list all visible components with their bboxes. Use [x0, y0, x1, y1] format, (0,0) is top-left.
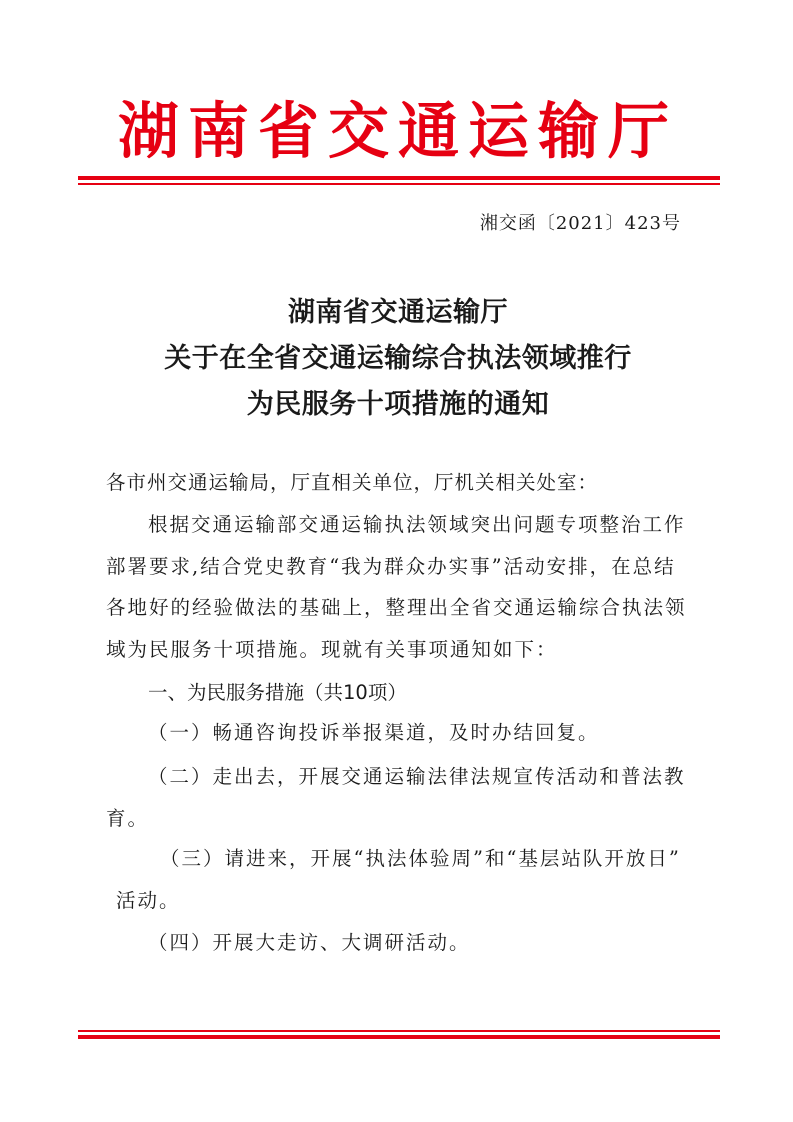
footer-divider-thin	[78, 1030, 720, 1032]
document-number: 湘交函〔2021〕423号	[479, 213, 681, 234]
masthead-divider-thick	[78, 176, 720, 180]
paragraph-line-1: 根据交通运输部交通运输执法领域突出问题专项整治工作	[148, 513, 686, 536]
measure-item-2-continued: 育。	[106, 807, 150, 830]
masthead-divider-thin	[78, 183, 720, 185]
intro-paragraph	[106, 504, 696, 670]
measure-item-2: （二）走出去，开展交通运输法律法规宣传活动和普法教	[148, 765, 686, 788]
title-line-2: 关于在全省交通运输综合执法领域推行	[164, 343, 632, 374]
document-title	[78, 290, 718, 428]
measure-item-3: （三）请进来，开展“执法体验周”和“基层站队开放日”	[160, 847, 681, 870]
salutation: 各市州交通运输局，厅直相关单位，厅机关相关处室：	[106, 471, 599, 494]
title-line-3: 为民服务十项措施的通知	[246, 389, 550, 420]
section-heading: 一、为民服务措施（共10项）	[148, 681, 407, 704]
masthead-title: 湖南省交通运输厅	[117, 96, 678, 167]
paragraph-line-2: 部署要求,结合党史教育“我为群众办实事”活动安排，在总结	[106, 554, 676, 578]
measure-item-3-continued: 活动。	[116, 889, 181, 912]
paragraph-line-3: 各地好的经验做法的基础上，整理出全省交通运输综合执法领	[106, 596, 687, 620]
measure-item-1: （一）畅通咨询投诉举报渠道，及时办结回复。	[148, 721, 600, 744]
title-line-1: 湖南省交通运输厅	[288, 297, 508, 328]
paragraph-line-4: 域为民服务十项措施。现就有关事项通知如下：	[106, 637, 558, 661]
footer-divider-thick	[78, 1035, 720, 1039]
measure-item-4: （四）开展大走访、大调研活动。	[148, 931, 471, 954]
